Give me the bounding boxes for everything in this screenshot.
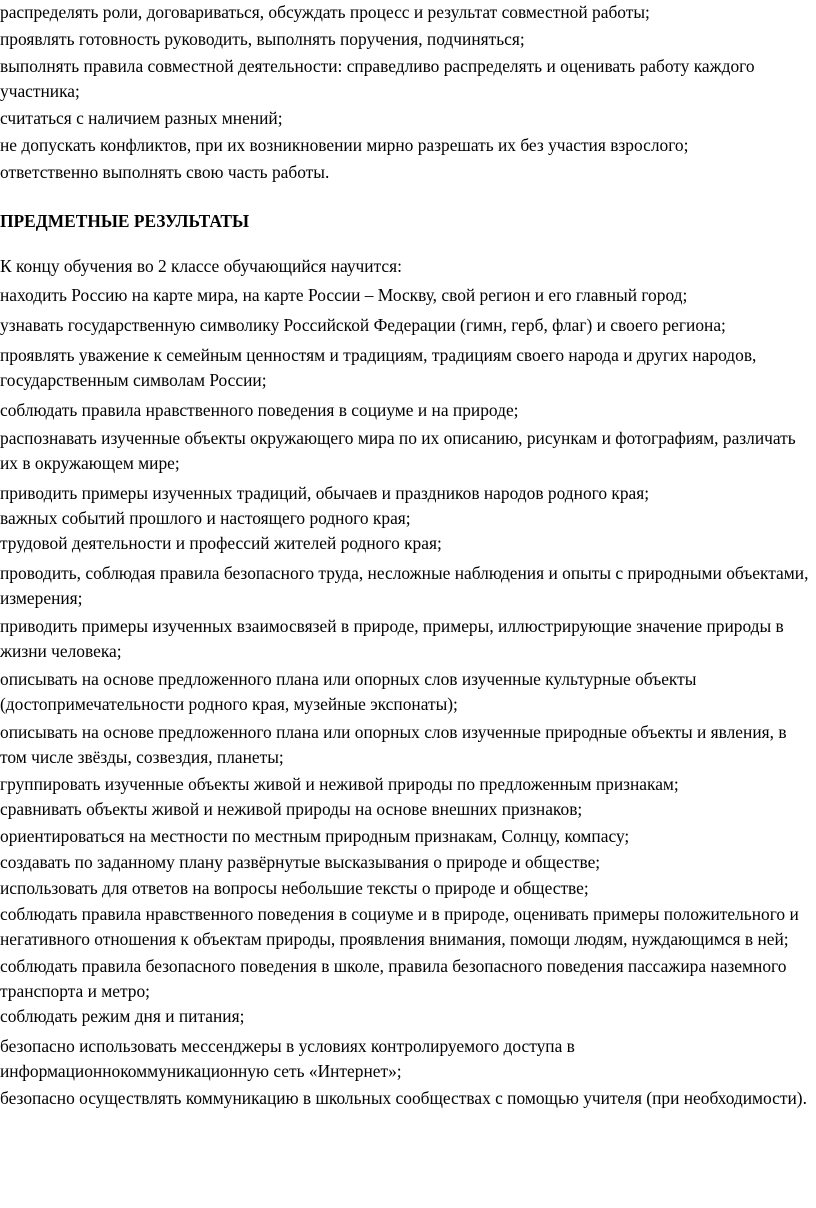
list-item: не допускать конфликтов, при их возникновении мирно разрешать их без участия взрослого; bbox=[0, 135, 689, 155]
intro-text: К концу обучения во 2 классе обучающийся научится: bbox=[0, 256, 402, 276]
list-item: безопасно осуществлять коммуникацию в школьных сообществах с помощью учителя (при необходимости). bbox=[0, 1088, 807, 1108]
list-item: сравнивать объекты живой и неживой природы на основе внешних признаков; bbox=[0, 799, 583, 819]
list-item: безопасно использовать мессенджеры в условиях контролируемого доступа в информационнокоммуникационную сеть «Интернет»; bbox=[0, 1036, 575, 1081]
list-item: соблюдать режим дня и питания; bbox=[0, 1006, 245, 1026]
list-item: проявлять уважение к семейным ценностям и традициям, традициям своего народа и других народов, государственным символам России; bbox=[0, 345, 757, 390]
list-item: ответственно выполнять свою часть работы. bbox=[0, 162, 330, 182]
list-item: узнавать государственную символику Российской Федерации (гимн, герб, флаг) и своего региона; bbox=[0, 315, 726, 335]
list-item: ориентироваться на местности по местным природным признакам, Солнцу, компасу; bbox=[0, 826, 630, 846]
list-item: считаться с наличием разных мнений; bbox=[0, 108, 283, 128]
list-item: приводить примеры изученных взаимосвязей в природе, примеры, иллюстрирующие значение природы в жизни человека; bbox=[0, 616, 784, 661]
list-item: проявлять готовность руководить, выполнять поручения, подчиняться; bbox=[0, 29, 525, 49]
section-heading: ПРЕДМЕТНЫЕ РЕЗУЛЬТАТЫ bbox=[0, 211, 250, 231]
list-item: группировать изученные объекты живой и неживой природы по предложенным признакам; bbox=[0, 774, 679, 794]
list-item: соблюдать правила безопасного поведения в школе, правила безопасного поведения пассажира наземного транспорта и метро; bbox=[0, 956, 787, 1001]
list-item: трудовой деятельности и профессий жителей родного края; bbox=[0, 533, 442, 553]
list-item: описывать на основе предложенного плана или опорных слов изученные культурные объекты (достопримечательности родного края, музейные экспонаты); bbox=[0, 669, 697, 714]
list-item: выполнять правила совместной деятельности: справедливо распределять и оценивать работу каждого участника; bbox=[0, 56, 755, 101]
list-item: создавать по заданному плану развёрнутые высказывания о природе и обществе; bbox=[0, 852, 601, 872]
list-item: соблюдать правила нравственного поведения в социуме и на природе; bbox=[0, 400, 519, 420]
list-item: использовать для ответов на вопросы небольшие тексты о природе и обществе; bbox=[0, 878, 589, 898]
results-list bbox=[0, 283, 810, 1111]
list-item: описывать на основе предложенного плана или опорных слов изученные природные объекты и явления, в том числе звёзды, созвездия, планеты; bbox=[0, 722, 787, 767]
top-list bbox=[0, 0, 810, 185]
list-item: важных событий прошлого и настоящего родного края; bbox=[0, 508, 411, 528]
list-item: распознавать изученные объекты окружающего мира по их описанию, рисункам и фотографиям, различать их в окружающем мире; bbox=[0, 428, 796, 473]
list-item: приводить примеры изученных традиций, обычаев и праздников народов родного края; bbox=[0, 483, 650, 503]
list-item: соблюдать правила нравственного поведения в социуме и в природе, оценивать примеры положительного и негативного отношения к объектам природы, проявления внимания, помощи людям, нуждающимся в ней; bbox=[0, 904, 799, 949]
list-item: находить Россию на карте мира, на карте России – Москву, свой регион и его главный город; bbox=[0, 285, 688, 305]
list-item: распределять роли, договариваться, обсуждать процесс и результат совместной работы; bbox=[0, 2, 650, 22]
list-item: проводить, соблюдая правила безопасного труда, несложные наблюдения и опыты с природными объектами, измерения; bbox=[0, 563, 809, 608]
